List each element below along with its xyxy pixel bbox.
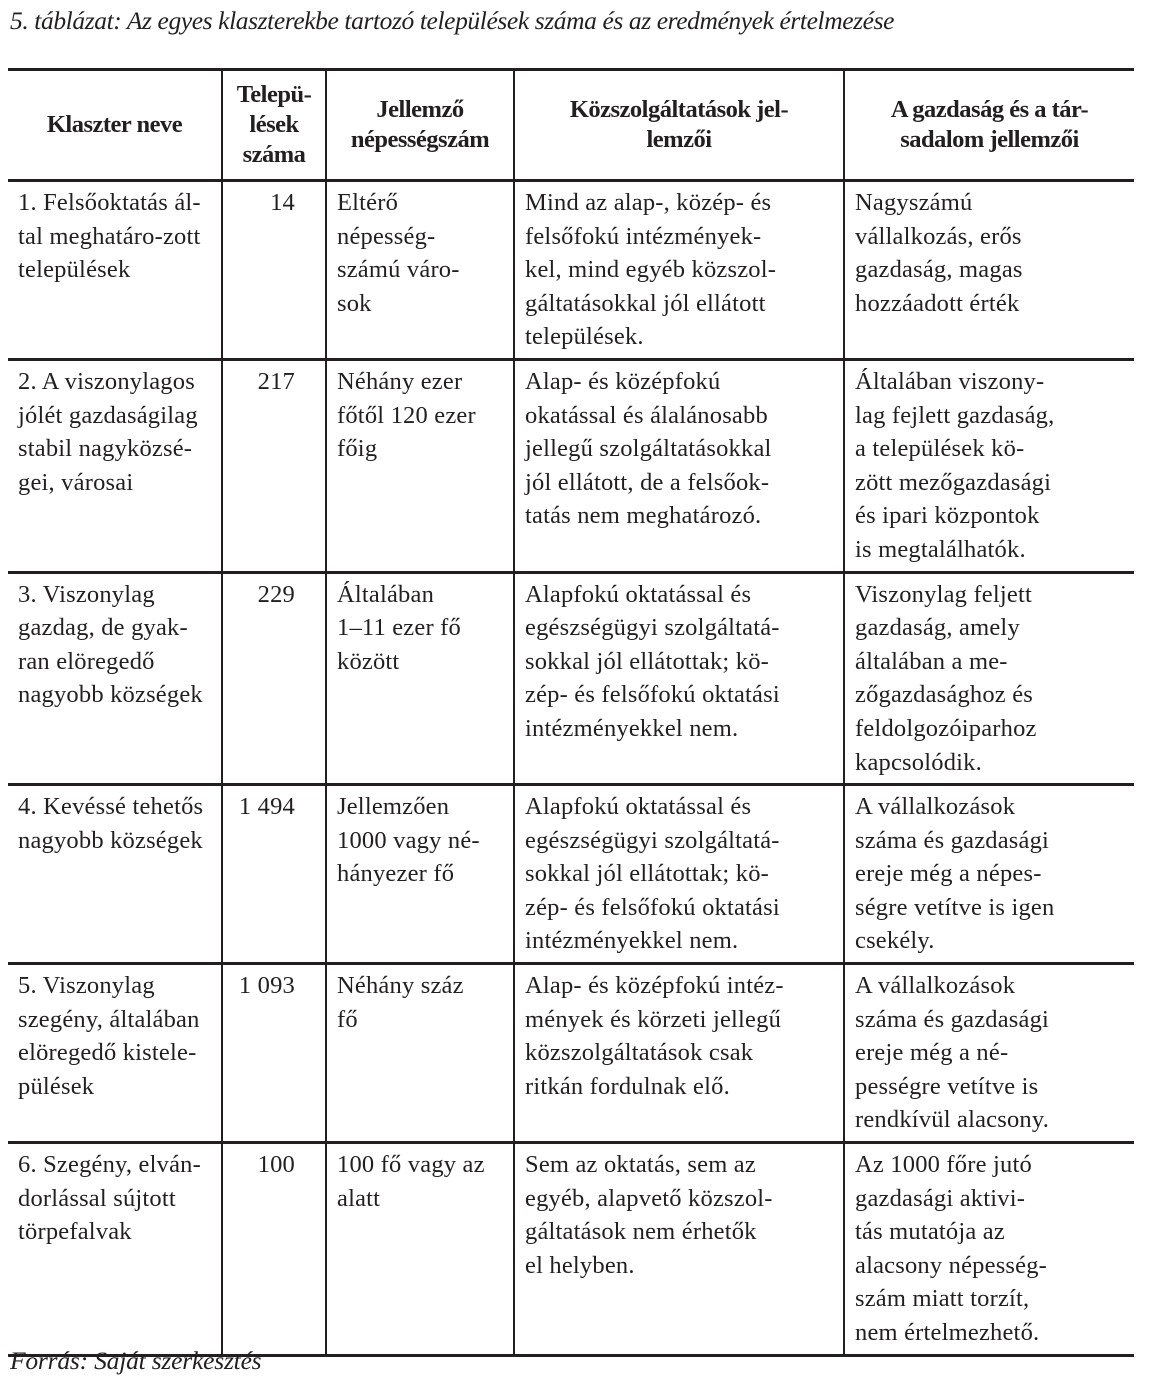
cell-settlement-count: 1 494 — [222, 785, 326, 964]
table-row — [8, 964, 1134, 1143]
cell-settlement-count: 14 — [222, 181, 326, 360]
cell-cluster-name: 2. A viszonylagos jólét gazdaságilag stabil nagyközsé- gei, városai — [8, 359, 222, 572]
cell-population: 100 fő vagy az alatt — [326, 1143, 514, 1356]
cell-cluster-name: 6. Szegény, elván- dorlással sújtott törpefalvak — [8, 1143, 222, 1356]
cell-public-services: Alapfokú oktatással és egészségügyi szolgáltatá- sokkal jól ellátottak; kö- zép- és felsőfokú oktatási intézményekkel nem. — [514, 572, 844, 785]
cell-cluster-name: 1. Felsőoktatás ál- tal meghatáro-zott települések — [8, 181, 222, 360]
cell-cluster-name: 5. Viszonylag szegény, általában elöregedő kistele- pülések — [8, 964, 222, 1143]
cell-population: Néhány ezer főtől 120 ezer főig — [326, 359, 514, 572]
source-note: Forrás: Saját szerkesztés — [10, 1346, 262, 1375]
header-label: A gazdaság és a tár- sadalom jellemzői — [890, 96, 1089, 153]
header-public-services — [514, 70, 844, 181]
cell-settlement-count: 229 — [222, 572, 326, 785]
header-settlement-count — [222, 70, 326, 181]
cell-economy-society: A vállalkozások száma és gazdasági ereje még a né- pességre vetítve is rendkívül alacsony. — [844, 964, 1134, 1143]
header-label: Jellemző népességszám — [350, 96, 490, 153]
header-row — [8, 70, 1134, 181]
header-label: Klaszter neve — [46, 111, 183, 138]
cell-economy-society: Nagyszámú vállalkozás, erős gazdaság, magas hozzáadott érték — [844, 181, 1134, 360]
table-row — [8, 359, 1134, 572]
cell-population: Eltérő népesség- számú váro- sok — [326, 181, 514, 360]
table-caption: 5. táblázat: Az egyes klaszterekbe tartozó települések száma és az eredmények értelmezése — [10, 6, 895, 35]
table-row — [8, 181, 1134, 360]
header-population — [326, 70, 514, 181]
cell-settlement-count: 1 093 — [222, 964, 326, 1143]
header-label: Telepü- lések száma — [236, 81, 312, 168]
cell-population: Jellemzően 1000 vagy né- hányezer fő — [326, 785, 514, 964]
cell-public-services: Alap- és középfokú intéz- mények és körzeti jellegű közszolgáltatások csak ritkán fordulnak elő. — [514, 964, 844, 1143]
cell-public-services: Mind az alap-, közép- és felsőfokú intézmények- kel, mind egyéb közszol- gáltatásokkal jól ellátott települések. — [514, 181, 844, 360]
header-economy-society — [844, 70, 1134, 181]
table-row — [8, 572, 1134, 785]
cell-public-services: Alap- és középfokú okatással és álalánosabb jellegű szolgáltatásokkal jól ellátott, de a felsőok- tatás nem meghatározó. — [514, 359, 844, 572]
table-row — [8, 1143, 1134, 1356]
cell-settlement-count: 100 — [222, 1143, 326, 1356]
table-row — [8, 785, 1134, 964]
cell-economy-society: Viszonylag feljett gazdaság, amely általában a me- zőgazdasághoz és feldolgozóiparhoz kapcsolódik. — [844, 572, 1134, 785]
cell-cluster-name: 4. Kevéssé tehetős nagyobb községek — [8, 785, 222, 964]
cell-public-services: Alapfokú oktatással és egészségügyi szolgáltatá- sokkal jól ellátottak; kö- zép- és felsőfokú oktatási intézményekkel nem. — [514, 785, 844, 964]
cell-population: Általában 1–11 ezer fő között — [326, 572, 514, 785]
cell-economy-society: A vállalkozások száma és gazdasági ereje még a népes- ségre vetítve is igen csekély. — [844, 785, 1134, 964]
cell-public-services: Sem az oktatás, sem az egyéb, alapvető közszol- gáltatások nem érhetők el helyben. — [514, 1143, 844, 1356]
table-header — [8, 70, 1134, 181]
cell-economy-society: Általában viszony- lag fejlett gazdaság, a települések kö- zött mezőgazdasági és ipari központok is megtalálhatók. — [844, 359, 1134, 572]
cell-cluster-name: 3. Viszonylag gazdag, de gyak- ran elöregedő nagyobb községek — [8, 572, 222, 785]
cluster-table — [8, 68, 1134, 1357]
cell-population: Néhány száz fő — [326, 964, 514, 1143]
cell-economy-society: Az 1000 főre jutó gazdasági aktivi- tás mutatója az alacsony népesség- szám miatt torzít, nem értelmezhető. — [844, 1143, 1134, 1356]
table-body — [8, 181, 1134, 1356]
header-cluster-name — [8, 70, 222, 181]
header-label: Közszolgáltatások jel- lemzői — [569, 96, 789, 153]
cell-settlement-count: 217 — [222, 359, 326, 572]
